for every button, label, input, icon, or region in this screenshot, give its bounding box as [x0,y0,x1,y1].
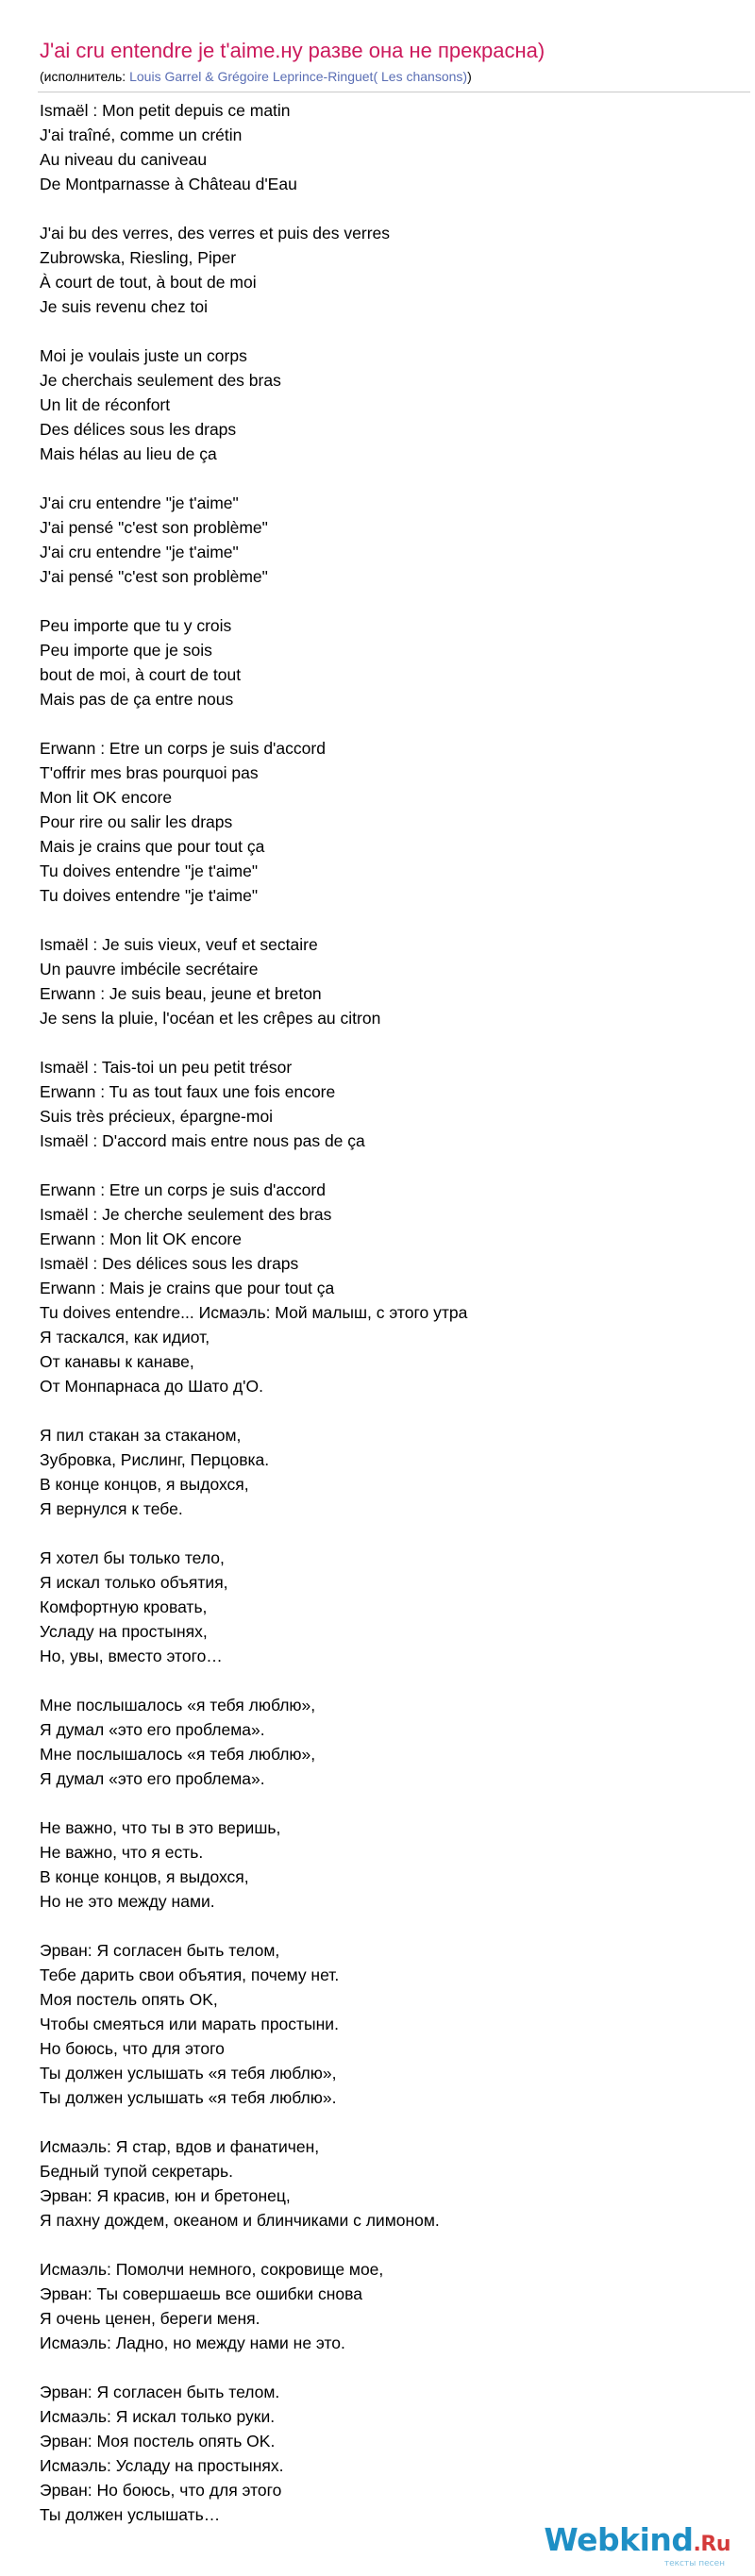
lyrics-stanza [40,98,738,196]
lyrics-stanza [40,1055,738,1153]
performer-prefix: (исполнитель: [40,69,130,84]
lyrics-line: Эрван: Я красив, юн и бретонец, [40,2186,291,2205]
lyrics-line: Исмаэль: Помолчи немного, сокровище мое, [40,2260,384,2279]
lyrics-line: Ismaël : Tais-toi un peu petit trésor [40,1058,293,1077]
lyrics-line: Tu doives entendre... Исмаэль: Мой малыш, с этого утра [40,1303,468,1322]
lyrics-line: Не важно, что я есть. [40,1843,204,1862]
lyrics-line: Мне послышалось «я тебя люблю», [40,1696,316,1715]
lyrics-line: Je suis revenu chez toi [40,297,209,316]
lyrics-line: Я очень ценен, береги меня. [40,2309,260,2328]
lyrics-line: Suis très précieux, épargne-moi [40,1107,274,1126]
lyrics-line: Ismaël : Je suis vieux, veuf et sectaire [40,935,318,954]
lyrics-line: Но боюсь, что для этого [40,2039,225,2058]
lyrics-stanza [40,2380,738,2527]
lyrics-line: Исмаэль: Я искал только руки. [40,2407,276,2426]
lyrics-line: À court de tout, à bout de moi [40,273,257,292]
lyrics-line: Я искал только объятия, [40,1573,228,1592]
lyrics-line: Я думал «это его проблема». [40,1720,265,1739]
lyrics-line: Un lit de réconfort [40,395,171,414]
lyrics-line: Не важно, что ты в это веришь, [40,1818,281,1837]
lyrics-line: Ты должен услышать… [40,2505,221,2524]
lyrics-line: Un pauvre imbécile secrétaire [40,960,259,979]
lyrics-stanza [40,1938,738,2110]
lyrics-stanza [40,1815,738,1914]
performer-link[interactable]: Louis Garrel & Grégoire Leprince-Ringuet( Les chansons) [129,69,468,84]
lyrics-line: Исмаэль: Усладу на простынях. [40,2456,284,2475]
song-title: J'ai cru entendre je t'aime.ну разве она не прекрасна) [40,39,545,62]
lyrics-line: Je sens la pluie, l'océan et les crêpes au citron [40,1009,381,1028]
lyrics-line: J'ai pensé "c'est son problème" [40,567,268,586]
lyrics-stanza [40,613,738,711]
lyrics-line: Mais hélas au lieu de ça [40,444,217,463]
lyrics-line: Ismaël : Des délices sous les draps [40,1254,299,1273]
lyrics-line: Исмаэль: Я стар, вдов и фанатичен, [40,2137,320,2156]
lyrics-line: J'ai cru entendre "je t'aime" [40,493,239,512]
lyrics-line: Je cherchais seulement des bras [40,371,281,390]
lyrics-line: Erwann : Etre un corps je suis d'accord [40,1180,326,1199]
lyrics-line: Ты должен услышать «я тебя люблю». [40,2088,337,2107]
lyrics-stanza [40,2134,738,2233]
logo-wordmark [544,2523,730,2562]
lyrics-line: Усладу на простынях, [40,1622,208,1641]
lyrics-line: Ismaël : Mon petit depuis ce matin [40,101,291,120]
lyrics-line: Я вернулся к тебе. [40,1499,183,1518]
lyrics-stanza [40,1178,738,1398]
lyrics-line: Peu importe que tu y crois [40,616,232,635]
lyrics-line: Моя постель опять OK, [40,1990,218,2009]
lyrics-line: От Монпарнаса до Шато д'О. [40,1377,263,1396]
lyrics-stanza [40,491,738,589]
performer-suffix: ) [467,69,472,84]
lyrics-stanza [40,932,738,1030]
lyrics-line: Peu importe que je sois [40,641,212,660]
lyrics-line: Мне послышалось «я тебя люблю», [40,1745,316,1764]
lyrics-line: J'ai traîné, comme un crétin [40,125,243,144]
lyrics-line: Mon lit OK encore [40,788,173,807]
lyrics-line: Эрван: Я согласен быть телом. [40,2383,280,2401]
lyrics-line: De Montparnasse à Château d'Eau [40,175,297,193]
lyrics-line: Я пил стакан за стаканом, [40,1426,242,1445]
lyrics-line: Erwann : Je suis beau, jeune et breton [40,984,322,1003]
lyrics-stanza [40,1546,738,1668]
lyrics-line: Erwann : Mon lit OK encore [40,1229,242,1248]
lyrics-line: J'ai cru entendre "je t'aime" [40,543,239,561]
lyrics-line: Я хотел бы только тело, [40,1548,225,1567]
lyrics-line: Исмаэль: Ладно, но между нами не это. [40,2333,345,2352]
lyrics-line: Чтобы смеяться или марать простыни. [40,2015,339,2033]
lyrics-line: Mais pas de ça entre nous [40,690,234,709]
logo-tagline: тексты песен [663,2559,725,2568]
lyrics-line: J'ai pensé "c'est son problème" [40,518,268,537]
lyrics-line: Бедный тупой секретарь. [40,2162,234,2181]
lyrics-line: Moi je voulais juste un corps [40,346,247,365]
lyrics-stanza [40,221,738,319]
lyrics-line: Ismaël : Je cherche seulement des bras [40,1205,332,1224]
lyrics-line: Pour rire ou salir les draps [40,812,233,831]
performer-line [40,68,738,85]
logo-word: Webkind [544,2521,694,2558]
lyrics-line: Эрван: Я согласен быть телом, [40,1941,280,1960]
lyrics-line: bout de moi, à court de tout [40,665,242,684]
lyrics-line: Но не это между нами. [40,1892,215,1911]
lyrics-line: Эрван: Моя постель опять OK. [40,2432,276,2451]
logo-tld: .Ru [693,2533,730,2556]
lyrics-line: Au niveau du caniveau [40,150,208,169]
lyrics-line: Я думал «это его проблема». [40,1769,265,1788]
lyrics-line: Erwann : Tu as tout faux une fois encore [40,1082,336,1101]
lyrics-line: Ты должен услышать «я тебя люблю», [40,2064,337,2083]
lyrics-line: Tu doives entendre "je t'aime" [40,886,259,905]
lyrics-line: Но, увы, вместо этого… [40,1647,223,1665]
lyrics-line: Эрван: Но боюсь, что для этого [40,2481,282,2500]
lyrics-line: Комфортную кровать, [40,1597,208,1616]
lyrics-line: Zubrowska, Riesling, Piper [40,248,237,267]
lyrics-line: J'ai bu des verres, des verres et puis des verres [40,224,391,243]
lyrics-line: T'offrir mes bras pourquoi pas [40,763,259,782]
lyrics-line: Erwann : Mais je crains que pour tout ça [40,1279,335,1297]
lyrics-line: От канавы к канаве, [40,1352,194,1371]
lyrics-line: Эрван: Ты совершаешь все ошибки снова [40,2284,362,2303]
lyrics-line: Тебе дарить свои объятия, почему нет. [40,1965,340,1984]
lyrics-body [40,98,738,2527]
lyrics-stanza [40,1423,738,1521]
webkind-logo[interactable] [544,2523,730,2568]
song-page [40,38,738,2551]
lyrics-line: Зубровка, Рислинг, Перцовка. [40,1450,270,1469]
lyrics-line: Mais je crains que pour tout ça [40,837,265,856]
lyrics-line: В конце концов, я выдохся, [40,1867,249,1886]
lyrics-line: В конце концов, я выдохся, [40,1475,249,1494]
lyrics-stanza [40,1693,738,1791]
lyrics-line: Я таскался, как идиот, [40,1328,210,1347]
lyrics-line: Tu doives entendre "je t'aime" [40,861,259,880]
lyrics-line: Ismaël : D'accord mais entre nous pas de ça [40,1131,365,1150]
lyrics-line: Я пахну дождем, океаном и блинчиками с лимоном. [40,2211,440,2230]
lyrics-line: Des délices sous les draps [40,420,237,439]
lyrics-stanza [40,736,738,908]
lyrics-stanza [40,2257,738,2355]
lyrics-line: Erwann : Etre un corps je suis d'accord [40,739,326,758]
lyrics-stanza [40,343,738,466]
